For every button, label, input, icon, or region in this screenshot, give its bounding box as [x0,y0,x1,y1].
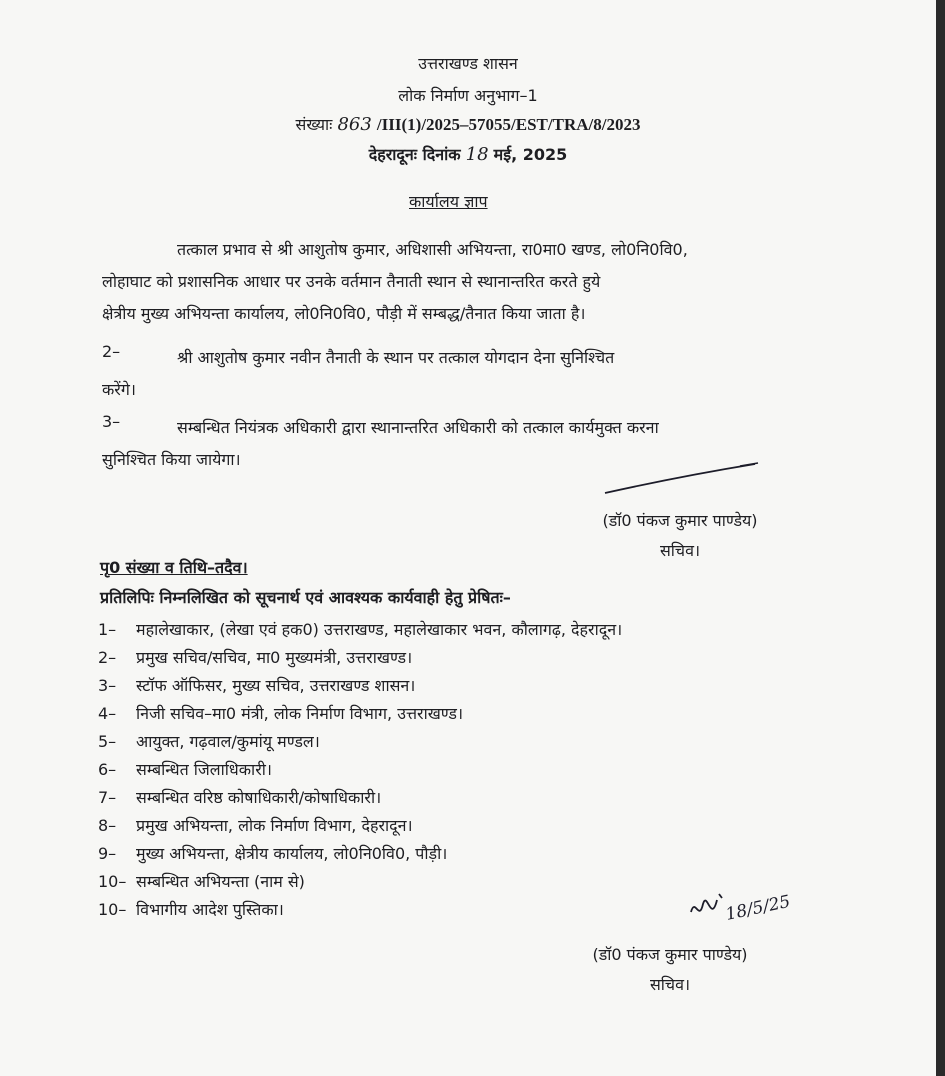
recipient-text: विभागीय आदेश पुस्तिका। [136,900,284,919]
recipient-text: सम्बन्धित अभियन्ता (नाम से) [136,872,305,891]
paragraph-line: लोहाघाट को प्रशासनिक आधार पर उनके वर्तमान तैनाती स्थान से स्थानान्तरित करते हुये [102,272,601,291]
memo-title: कार्यालय ज्ञाप [409,192,488,211]
recipient-number: 7– [98,788,117,807]
recipient-number: 10– [98,872,127,891]
recipient-text: प्रमुख अभियन्ता, लोक निर्माण विभाग, देहरादून। [136,816,413,835]
handwritten-initials [685,882,795,937]
page-edge-shadow [936,0,945,1076]
recipient-item [98,616,622,644]
recipient-item [98,784,622,812]
signatory-name: (डॉ0 पंकज कुमार पाण्डेय) [592,945,748,964]
recipient-number: 10– [98,900,127,919]
recipient-number: 4– [98,704,117,723]
recipient-text: सम्बन्धित जिलाधिकारी। [136,760,272,779]
signatory-designation: सचिव। [649,975,691,994]
signature-stroke [600,458,780,498]
paragraph-line: क्षेत्रीय मुख्य अभियन्ता कार्यालय, लो0नि0वि0, पौड़ी में सम्बद्ध/तैनात किया जाता है। [102,304,586,323]
recipient-text: सम्बन्धित वरिष्ठ कोषाधिकारी/कोषाधिकारी। [136,788,382,807]
paragraph-line: तत्काल प्रभाव से श्री आशुतोष कुमार, अधिशासी अभियन्ता, रा0मा0 खण्ड, लो0नि0वि0, [177,240,688,259]
signature-block-1 [570,506,790,566]
paragraph-3-number: 3– [102,412,121,431]
recipient-text: प्रमुख सचिव/सचिव, मा0 मुख्यमंत्री, उत्तराखण्ड। [136,648,413,667]
reference-code: /III(1)/2025–57055/EST/TRA/8/2023 [376,115,641,134]
recipient-item [98,700,622,728]
recipient-number: 1– [98,620,117,639]
date-label: देहरादूनः दिनांक [368,145,461,164]
recipient-text: मुख्य अभियन्ता, क्षेत्रीय कार्यालय, लो0नि0वि0, पौड़ी। [136,844,448,863]
date-month-year: मई, 2025 [493,145,568,164]
recipient-number: 9– [98,844,117,863]
department-name: लोक निर्माण अनुभाग–1 [398,86,538,105]
recipient-item [98,896,622,924]
paragraph-2-number: 2– [102,342,121,361]
recipient-number: 5– [98,732,117,751]
endorsement-reference: पृ0 संख्या व तिथि–तदैव। [100,558,248,577]
handwritten-date-day: 18 [465,144,489,165]
recipient-item [98,756,622,784]
paragraph-line: करेंगे। [102,380,136,399]
government-name: उत्तराखण्ड शासन [418,54,518,73]
recipient-text: स्टॉफ ऑफिसर, मुख्य सचिव, उत्तराखण्ड शासन। [136,676,416,695]
paragraph-1 [102,234,822,330]
letter-date [0,143,936,165]
recipient-text: निजी सचिव–मा0 मंत्री, लोक निर्माण विभाग, उत्तराखण्ड। [136,704,464,723]
recipient-item [98,812,622,840]
paragraph-line: श्री आशुतोष कुमार नवीन तैनाती के स्थान पर तत्काल योगदान देना सुनिश्चित [177,348,615,367]
recipient-number: 2– [98,648,117,667]
recipient-number: 6– [98,760,117,779]
copy-heading: प्रतिलिपिः निम्नलिखित को सूचनार्थ एवं आवश्यक कार्यवाही हेतु प्रेषितः– [100,588,511,607]
recipient-item [98,644,622,672]
recipient-text: महालेखाकार, (लेखा एवं हक0) उत्तराखण्ड, महालेखाकार भवन, कौलागढ़, देहरादून। [136,620,623,639]
recipient-item [98,868,622,896]
handwritten-number: 863 [337,114,372,135]
paragraph-line: सम्बन्धित नियंत्रक अधिकारी द्वारा स्थानान्तरित अधिकारी को तत्काल कार्यमुक्त करना [177,418,659,437]
paragraph-line: सुनिश्चित किया जायेगा। [102,450,241,469]
recipient-item [98,840,622,868]
letter-number [0,113,936,135]
signature-block-2 [560,940,780,1000]
initials-date: 18/5/25 [723,891,793,925]
recipient-item [98,728,622,756]
recipient-text: आयुक्त, गढ़वाल/कुमांयू मण्डल। [136,732,320,751]
recipient-number: 3– [98,676,117,695]
recipient-item [98,672,622,700]
recipient-list [98,616,622,924]
signatory-designation: सचिव। [659,541,701,560]
number-label: संख्याः [295,115,333,134]
paragraph-2 [102,342,822,406]
recipient-number: 8– [98,816,117,835]
signatory-name: (डॉ0 पंकज कुमार पाण्डेय) [602,511,758,530]
